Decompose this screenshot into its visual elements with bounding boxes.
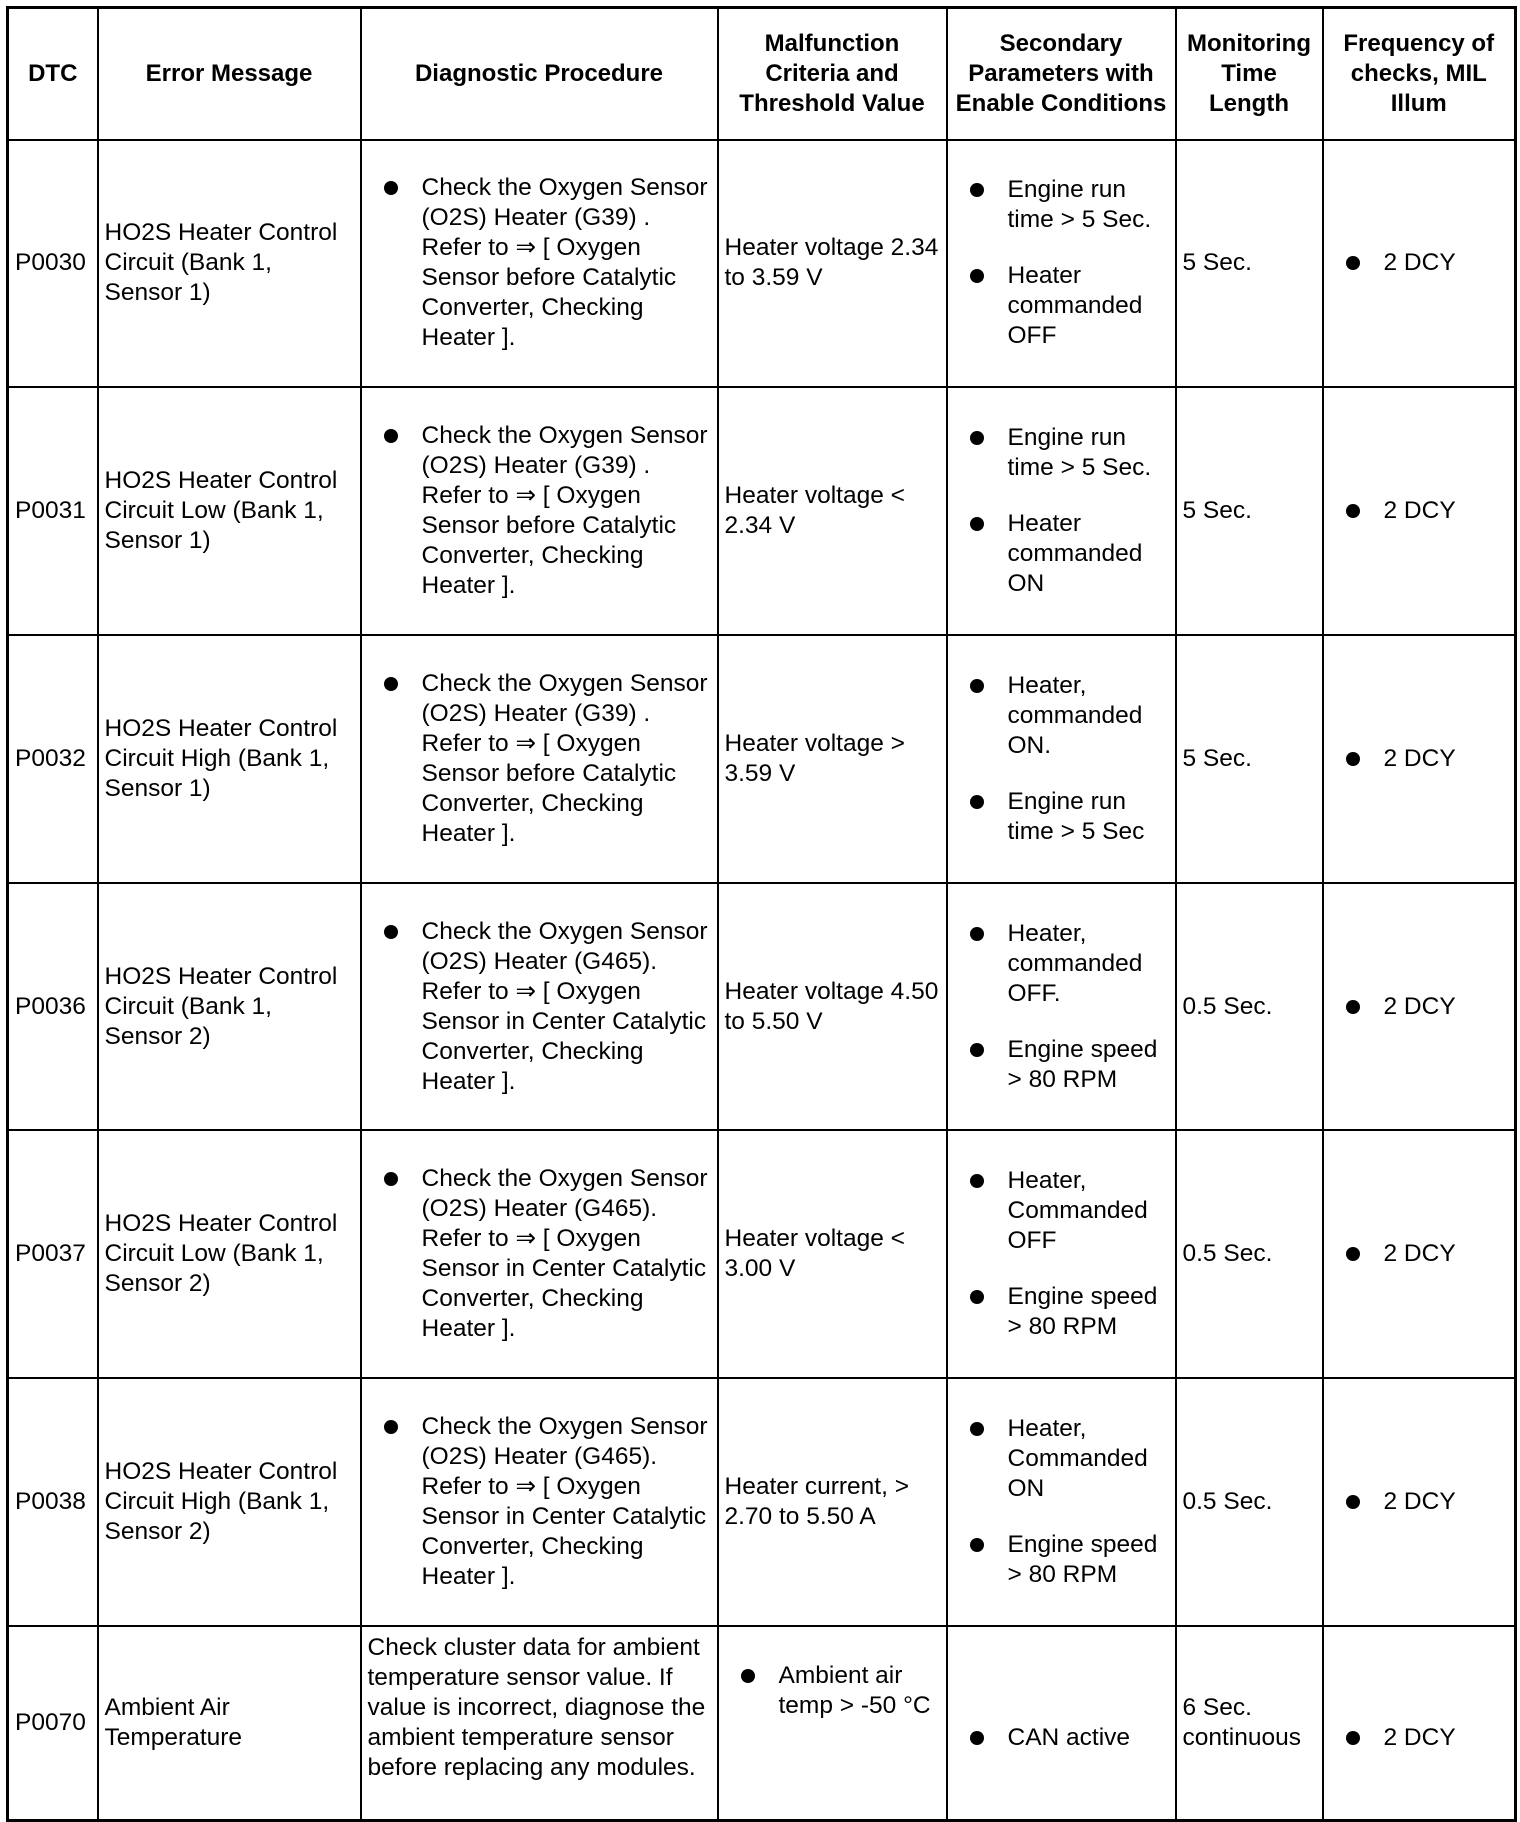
frequency — [1323, 635, 1516, 883]
threshold-value: Heater voltage 2.34 to 3.59 V — [718, 140, 947, 388]
bullet-item — [1330, 1239, 1509, 1269]
bullet-item — [954, 1035, 1169, 1095]
frequency — [1323, 387, 1516, 635]
frequency — [1323, 883, 1516, 1131]
monitoring-time: 5 Sec. — [1176, 635, 1323, 883]
bullet-icon — [970, 927, 984, 941]
bullet-item — [368, 669, 711, 849]
frequency — [1323, 140, 1516, 388]
monitoring-time: 6 Sec. continuous — [1176, 1626, 1323, 1821]
bullet-item — [1330, 248, 1509, 278]
secondary-parameters — [947, 1378, 1176, 1626]
bullet-item — [368, 1164, 711, 1344]
bullet-icon — [384, 1172, 398, 1186]
secondary-parameters — [947, 1130, 1176, 1378]
bullet-item — [1330, 1487, 1509, 1517]
bullet-item — [1330, 992, 1509, 1022]
threshold-value: Heater voltage < 2.34 V — [718, 387, 947, 635]
error-message: HO2S Heater Control Circuit (Bank 1, Sensor 2) — [98, 883, 361, 1131]
bullet-item — [954, 1723, 1169, 1753]
header-dtc: DTC — [8, 8, 98, 140]
monitoring-time: 0.5 Sec. — [1176, 1378, 1323, 1626]
bullet-icon — [970, 679, 984, 693]
frequency-value: 2 DCY — [1383, 744, 1456, 772]
bullet-item — [954, 787, 1169, 847]
bullet-icon — [970, 1043, 984, 1057]
bullet-item — [1330, 1723, 1509, 1753]
secondary-condition: Heater, Commanded OFF — [1007, 1167, 1148, 1255]
header-frequency: Frequency of checks, MIL Illum — [1323, 8, 1516, 140]
dtc-table — [6, 6, 1517, 1822]
bullet-icon — [741, 1669, 755, 1683]
bullet-item — [954, 509, 1169, 599]
secondary-condition: Engine run time > 5 Sec. — [1007, 176, 1152, 234]
bullet-item — [368, 421, 711, 601]
dtc-code: P0037 — [8, 1130, 98, 1378]
bullet-item — [954, 1414, 1169, 1504]
frequency-value: 2 DCY — [1383, 1488, 1456, 1516]
bullet-icon — [970, 795, 984, 809]
bullet-icon — [970, 1422, 984, 1436]
frequency-value: 2 DCY — [1383, 249, 1456, 277]
error-message: HO2S Heater Control Circuit (Bank 1, Sensor 1) — [98, 140, 361, 388]
bullet-icon — [970, 183, 984, 197]
secondary-parameters — [947, 883, 1176, 1131]
frequency-value: 2 DCY — [1383, 992, 1456, 1020]
monitoring-time: 5 Sec. — [1176, 140, 1323, 388]
secondary-condition: Heater, commanded OFF. — [1007, 919, 1143, 1007]
diagnostic-text: Check the Oxygen Sensor (O2S) Heater (G465). Refer to ⇒ [ Oxygen Sensor in Center Catalytic Converter, Checking Heater ]. — [421, 917, 708, 1095]
table-row — [8, 1130, 1516, 1378]
bullet-icon — [384, 429, 398, 443]
secondary-condition: Heater commanded ON — [1007, 510, 1143, 598]
frequency — [1323, 1130, 1516, 1378]
error-message: HO2S Heater Control Circuit Low (Bank 1, Sensor 2) — [98, 1130, 361, 1378]
bullet-icon — [384, 1420, 398, 1434]
secondary-condition: Heater, Commanded ON — [1007, 1415, 1148, 1503]
table-row — [8, 140, 1516, 388]
threshold-value: Heater voltage < 3.00 V — [718, 1130, 947, 1378]
bullet-icon — [1346, 752, 1360, 766]
bullet-icon — [970, 269, 984, 283]
secondary-condition: CAN active — [1007, 1723, 1131, 1751]
bullet-item — [954, 1530, 1169, 1590]
table-row — [8, 635, 1516, 883]
bullet-icon — [1346, 504, 1360, 518]
threshold-value: Heater voltage > 3.59 V — [718, 635, 947, 883]
bullet-icon — [384, 677, 398, 691]
bullet-item — [954, 919, 1169, 1009]
diagnostic-text: Check the Oxygen Sensor (O2S) Heater (G465). Refer to ⇒ [ Oxygen Sensor in Center Catalytic Converter, Checking Heater ]. — [421, 1413, 708, 1591]
diagnostic-text: Check the Oxygen Sensor (O2S) Heater (G39) . Refer to ⇒ [ Oxygen Sensor before Catalytic Converter, Checking Heater ]. — [421, 669, 708, 847]
diagnostic-procedure — [361, 883, 718, 1131]
monitoring-time: 0.5 Sec. — [1176, 883, 1323, 1131]
secondary-condition: Engine speed > 80 RPM — [1007, 1035, 1158, 1093]
diagnostic-procedure — [361, 1378, 718, 1626]
frequency — [1323, 1626, 1516, 1821]
bullet-item — [368, 173, 711, 353]
secondary-condition: Engine speed > 80 RPM — [1007, 1531, 1158, 1589]
secondary-condition: Engine run time > 5 Sec. — [1007, 424, 1152, 482]
frequency — [1323, 1378, 1516, 1626]
threshold-value: Heater current, > 2.70 to 5.50 A — [718, 1378, 947, 1626]
bullet-item — [725, 1661, 940, 1721]
diagnostic-procedure — [361, 635, 718, 883]
diagnostic-procedure — [361, 387, 718, 635]
header-monitoring-time: Monitoring Time Length — [1176, 8, 1323, 140]
bullet-item — [368, 917, 711, 1097]
dtc-code: P0030 — [8, 140, 98, 388]
header-diagnostic-procedure: Diagnostic Procedure — [361, 8, 718, 140]
error-message: HO2S Heater Control Circuit High (Bank 1, Sensor 2) — [98, 1378, 361, 1626]
secondary-parameters — [947, 1626, 1176, 1821]
secondary-condition: Engine speed > 80 RPM — [1007, 1283, 1158, 1341]
table-row — [8, 1378, 1516, 1626]
bullet-icon — [384, 181, 398, 195]
diagnostic-text: Check the Oxygen Sensor (O2S) Heater (G465). Refer to ⇒ [ Oxygen Sensor in Center Catalytic Converter, Checking Heater ]. — [421, 1165, 708, 1343]
threshold-text: Ambient air temp > -50 °C — [778, 1661, 931, 1719]
header-malfunction-criteria: Malfunction Criteria and Threshold Value — [718, 8, 947, 140]
secondary-parameters — [947, 140, 1176, 388]
dtc-code: P0070 — [8, 1626, 98, 1821]
dtc-code: P0036 — [8, 883, 98, 1131]
bullet-item — [954, 1282, 1169, 1342]
diagnostic-procedure — [361, 140, 718, 388]
frequency-value: 2 DCY — [1383, 497, 1456, 525]
bullet-item — [954, 671, 1169, 761]
header-error-message: Error Message — [98, 8, 361, 140]
table-row — [8, 1626, 1516, 1821]
bullet-icon — [970, 1174, 984, 1188]
error-message: Ambient Air Temperature — [98, 1626, 361, 1821]
bullet-icon — [970, 431, 984, 445]
bullet-item — [954, 1166, 1169, 1256]
bullet-item — [1330, 744, 1509, 774]
bullet-item — [954, 175, 1169, 235]
bullet-icon — [970, 1731, 984, 1745]
bullet-icon — [1346, 1731, 1360, 1745]
error-message: HO2S Heater Control Circuit Low (Bank 1, Sensor 1) — [98, 387, 361, 635]
diagnostic-text: Check the Oxygen Sensor (O2S) Heater (G39) . Refer to ⇒ [ Oxygen Sensor before Catalytic Converter, Checking Heater ]. — [421, 422, 708, 600]
monitoring-time: 0.5 Sec. — [1176, 1130, 1323, 1378]
table-header-row — [8, 8, 1516, 140]
threshold-value — [718, 1626, 947, 1821]
diagnostic-procedure — [361, 1626, 718, 1821]
secondary-condition: Heater commanded OFF — [1007, 262, 1143, 350]
secondary-parameters — [947, 387, 1176, 635]
dtc-code: P0038 — [8, 1378, 98, 1626]
error-message: HO2S Heater Control Circuit High (Bank 1, Sensor 1) — [98, 635, 361, 883]
diagnostic-text: Check cluster data for ambient temperature sensor value. If value is incorrect, diagnose the ambient temperature sensor before replacing any modules. — [367, 1633, 706, 1781]
frequency-value: 2 DCY — [1383, 1240, 1456, 1268]
dtc-code: P0031 — [8, 387, 98, 635]
table-row — [8, 387, 1516, 635]
monitoring-time: 5 Sec. — [1176, 387, 1323, 635]
bullet-item — [1330, 496, 1509, 526]
bullet-item — [368, 1412, 711, 1592]
diagnostic-procedure — [361, 1130, 718, 1378]
dtc-code: P0032 — [8, 635, 98, 883]
bullet-icon — [1346, 1247, 1360, 1261]
header-secondary-parameters: Secondary Parameters with Enable Conditions — [947, 8, 1176, 140]
diagnostic-text: Check the Oxygen Sensor (O2S) Heater (G39) . Refer to ⇒ [ Oxygen Sensor before Catalytic Converter, Checking Heater ]. — [421, 174, 708, 352]
threshold-value: Heater voltage 4.50 to 5.50 V — [718, 883, 947, 1131]
bullet-icon — [970, 1538, 984, 1552]
bullet-item — [954, 423, 1169, 483]
table-row — [8, 883, 1516, 1131]
bullet-item — [954, 261, 1169, 351]
bullet-icon — [1346, 1495, 1360, 1509]
bullet-icon — [970, 517, 984, 531]
bullet-icon — [970, 1290, 984, 1304]
bullet-icon — [1346, 1000, 1360, 1014]
bullet-icon — [1346, 256, 1360, 270]
secondary-parameters — [947, 635, 1176, 883]
secondary-condition: Heater, commanded ON. — [1007, 671, 1143, 759]
bullet-icon — [384, 925, 398, 939]
frequency-value: 2 DCY — [1383, 1723, 1456, 1751]
secondary-condition: Engine run time > 5 Sec — [1007, 787, 1145, 845]
